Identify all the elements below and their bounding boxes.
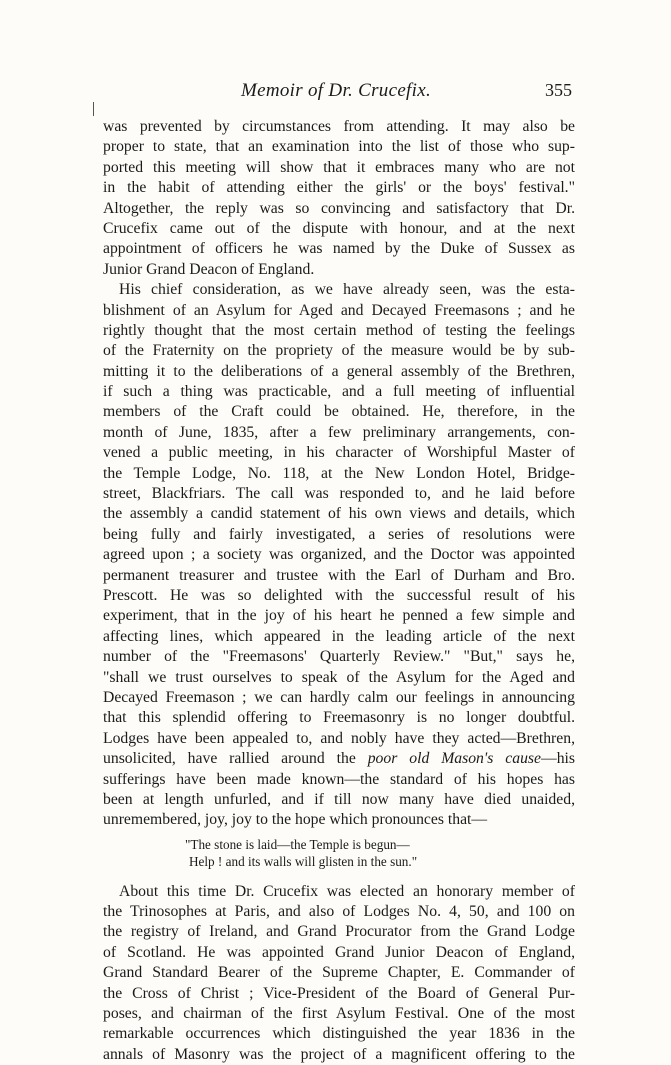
margin-mark [93, 102, 94, 116]
text-line: street, Blackfriars. The call was responded to, and he laid before [103, 485, 575, 503]
verse-quote [185, 836, 575, 870]
text-line: Crucefix came out of the dispute with honour, and at the next [103, 219, 575, 237]
text-line: blishment of an Asylum for Aged and Decayed Freemasons ; and he [103, 301, 575, 319]
text-line: was prevented by circumstances from attending. It may also be [103, 118, 575, 135]
paragraph-1 [103, 117, 575, 280]
verse-line: Help ! and its walls will glisten in the sun." [189, 853, 418, 869]
text-line-mixed [103, 749, 575, 769]
text-line: Junior Grand Deacon of England. [103, 260, 315, 278]
text-line: permanent treasurer and trustee with the Earl of Durham and Bro. [103, 566, 575, 584]
text-line: number of the "Freemasons' Quarterly Review." "But," says he, [103, 648, 575, 666]
text-line: agreed upon ; a society was organized, and the Doctor was appointed [103, 546, 575, 564]
text-line: About this time Dr. Crucefix was elected an honorary member of [119, 882, 575, 900]
body-text [103, 117, 575, 1065]
text-line: Altogether, the reply was so convincing and satisfactory that Dr. [103, 199, 575, 217]
page-number: 355 [545, 80, 572, 100]
text-line: appointment of officers he was named by the Duke of Sussex as [103, 240, 575, 258]
text-fragment: unsolicited, have rallied around the [103, 750, 368, 768]
page-header [100, 80, 572, 104]
text-line: Prescott. He was so delighted with the successful result of his [103, 586, 575, 604]
text-line: sufferings have been made known—the standard of his hopes has [103, 770, 575, 788]
text-line: of Scotland. He was appointed Grand Junior Deacon of England, [103, 943, 575, 961]
text-line: the Temple Lodge, No. 118, at the New London Hotel, Bridge- [103, 464, 575, 482]
text-line: mitting it to the deliberations of a general assembly of the Brethren, [103, 362, 575, 380]
text-line: proper to state, that an examination into the list of those who sup- [103, 138, 575, 156]
text-line: experiment, that in the joy of his heart he penned a few simple and [103, 607, 575, 625]
text-line: the Trinosophes at Paris, and also of Lodges No. 4, 50, and 100 on [103, 903, 575, 921]
text-line: members of the Craft could be obtained. He, therefore, in the [103, 403, 575, 421]
text-line: that this splendid offering to Freemasonry is no longer doubtful. [103, 709, 575, 727]
text-line: Decayed Freemason ; we can hardly calm our feelings in announcing [103, 688, 575, 706]
text-line: month of June, 1835, after a few preliminary arrangements, con- [103, 423, 575, 441]
text-line: the registry of Ireland, and Grand Procurator from the Grand Lodge [103, 923, 575, 941]
text-line: Grand Standard Bearer of the Supreme Chapter, E. Commander of [103, 964, 575, 982]
verse-line: "The stone is laid—the Temple is begun— [185, 836, 410, 852]
text-line: rightly thought that the most certain method of testing the feelings [103, 321, 575, 339]
italic-phrase: poor old Mason's cause [367, 750, 541, 768]
text-line: "shall we trust ourselves to speak of the Asylum for the Aged and [103, 668, 575, 686]
text-line: of the Fraternity on the propriety of the measure would be by sub- [103, 342, 575, 360]
text-line: His chief consideration, as we have already seen, was the esta- [119, 281, 575, 299]
text-line: affecting lines, which appeared in the leading article of the next [103, 627, 575, 645]
text-line: been at length unfurled, and if till now many have died unaided, [103, 790, 575, 808]
text-line: unremembered, joy, joy to the hope which pronounces that— [103, 811, 488, 829]
text-line: the Cross of Christ ; Vice-President of the Board of General Pur- [103, 984, 575, 1002]
text-line: remarkable occurrences which distinguished the year 1836 in the [103, 1025, 575, 1043]
text-line: annals of Masonry was the project of a magnificent offering to the [103, 1045, 575, 1063]
text-line: poses, and chairman of the first Asylum Festival. One of the most [103, 1005, 575, 1023]
text-line: being fully and fairly investigated, a series of resolutions were [103, 525, 575, 543]
text-line: Lodges have been appealed to, and nobly have they acted—Brethren, [103, 729, 575, 747]
text-line: the assembly a candid statement of his own views and details, which [103, 505, 575, 523]
text-fragment: —his [541, 750, 575, 768]
text-line: vened a public meeting, in his character of Worshipful Master of [103, 444, 575, 462]
text-line: in the habit of attending either the girls' or the boys' festival." [103, 179, 575, 197]
text-line: if such a thing was practicable, and a full meeting of influential [103, 383, 575, 401]
text-line: ported this meeting will show that it embraces many who are not [103, 158, 575, 176]
running-title: Memoir of Dr. Crucefix. [240, 80, 432, 101]
paragraph-2 [103, 280, 575, 831]
paragraph-3 [103, 882, 575, 1065]
